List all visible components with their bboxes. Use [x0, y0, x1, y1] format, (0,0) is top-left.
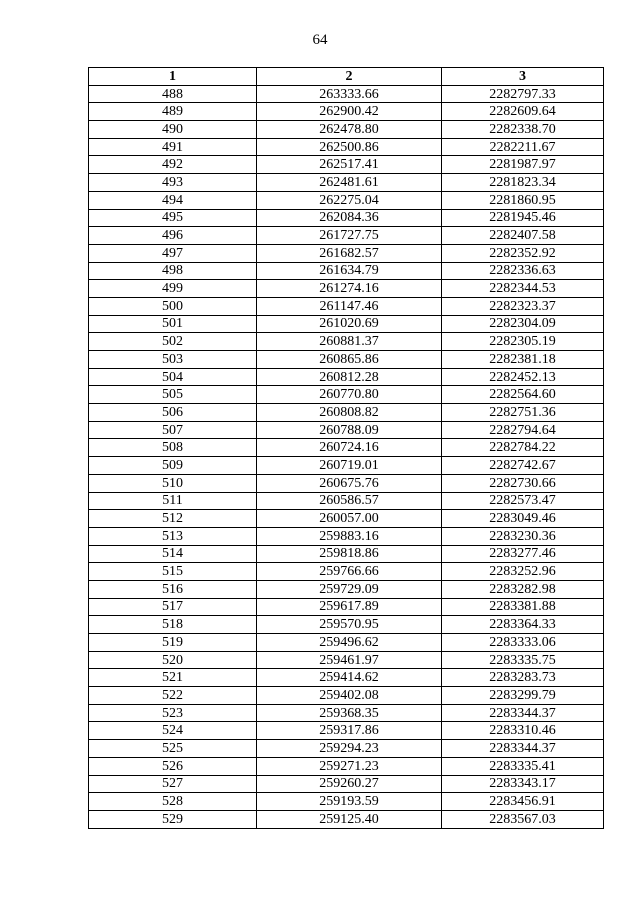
coordinate-y-cell: 2283230.36 [442, 527, 604, 545]
coordinate-x-cell: 259294.23 [257, 740, 442, 758]
table-row [89, 793, 604, 811]
point-number-cell: 517 [89, 598, 257, 616]
point-number-cell: 513 [89, 527, 257, 545]
point-number-cell: 492 [89, 156, 257, 174]
table-row [89, 227, 604, 245]
table-row [89, 687, 604, 705]
coordinate-x-cell: 260770.80 [257, 386, 442, 404]
coordinate-y-cell: 2283344.37 [442, 740, 604, 758]
point-number-cell: 514 [89, 545, 257, 563]
table-row [89, 492, 604, 510]
table-row [89, 297, 604, 315]
coordinate-x-cell: 259402.08 [257, 687, 442, 705]
coordinate-y-cell: 2283456.91 [442, 793, 604, 811]
point-number-cell: 524 [89, 722, 257, 740]
table-row [89, 404, 604, 422]
table-row [89, 651, 604, 669]
table-row [89, 510, 604, 528]
table-row [89, 598, 604, 616]
coordinate-y-cell: 2282797.33 [442, 85, 604, 103]
table-body [89, 85, 604, 828]
coordinate-y-cell: 2282338.70 [442, 121, 604, 139]
coordinate-x-cell: 259271.23 [257, 757, 442, 775]
column-header: 3 [442, 68, 604, 86]
coordinate-x-cell: 260057.00 [257, 510, 442, 528]
table-row [89, 457, 604, 475]
table-row [89, 527, 604, 545]
coordinate-x-cell: 259368.35 [257, 704, 442, 722]
coordinate-y-cell: 2282211.67 [442, 138, 604, 156]
point-number-cell: 505 [89, 386, 257, 404]
table-row [89, 439, 604, 457]
coordinate-y-cell: 2283282.98 [442, 580, 604, 598]
coordinate-y-cell: 2282381.18 [442, 351, 604, 369]
point-number-cell: 489 [89, 103, 257, 121]
point-number-cell: 491 [89, 138, 257, 156]
point-number-cell: 501 [89, 315, 257, 333]
point-number-cell: 500 [89, 297, 257, 315]
point-number-cell: 496 [89, 227, 257, 245]
coordinate-x-cell: 262084.36 [257, 209, 442, 227]
table-row [89, 244, 604, 262]
coordinate-x-cell: 261727.75 [257, 227, 442, 245]
coordinate-y-cell: 2282336.63 [442, 262, 604, 280]
table-row [89, 85, 604, 103]
point-number-cell: 511 [89, 492, 257, 510]
coordinate-x-cell: 259818.86 [257, 545, 442, 563]
point-number-cell: 503 [89, 351, 257, 369]
coordinate-y-cell: 2282742.67 [442, 457, 604, 475]
coordinate-x-cell: 259766.66 [257, 563, 442, 581]
coordinate-x-cell: 261634.79 [257, 262, 442, 280]
point-number-cell: 519 [89, 634, 257, 652]
table-row [89, 368, 604, 386]
coordinate-y-cell: 2282794.64 [442, 421, 604, 439]
table-row [89, 280, 604, 298]
point-number-cell: 504 [89, 368, 257, 386]
coordinate-x-cell: 259317.86 [257, 722, 442, 740]
coordinate-x-cell: 260788.09 [257, 421, 442, 439]
coordinate-y-cell: 2281823.34 [442, 174, 604, 192]
table-row [89, 103, 604, 121]
coordinate-x-cell: 262481.61 [257, 174, 442, 192]
table-row [89, 351, 604, 369]
coordinate-x-cell: 259125.40 [257, 810, 442, 828]
point-number-cell: 495 [89, 209, 257, 227]
point-number-cell: 518 [89, 616, 257, 634]
coordinate-x-cell: 261274.16 [257, 280, 442, 298]
coordinate-x-cell: 259570.95 [257, 616, 442, 634]
coordinate-x-cell: 261020.69 [257, 315, 442, 333]
point-number-cell: 508 [89, 439, 257, 457]
coordinate-y-cell: 2282564.60 [442, 386, 604, 404]
coordinate-y-cell: 2282305.19 [442, 333, 604, 351]
table-row [89, 545, 604, 563]
table-row [89, 174, 604, 192]
coordinate-x-cell: 259617.89 [257, 598, 442, 616]
coordinate-y-cell: 2282344.53 [442, 280, 604, 298]
coordinate-y-cell: 2283310.46 [442, 722, 604, 740]
point-number-cell: 516 [89, 580, 257, 598]
coordinate-y-cell: 2283335.41 [442, 757, 604, 775]
coordinate-x-cell: 260881.37 [257, 333, 442, 351]
coordinate-x-cell: 263333.66 [257, 85, 442, 103]
point-number-cell: 525 [89, 740, 257, 758]
coordinate-x-cell: 259461.97 [257, 651, 442, 669]
coordinate-y-cell: 2281987.97 [442, 156, 604, 174]
coordinate-x-cell: 260812.28 [257, 368, 442, 386]
coordinate-y-cell: 2283335.75 [442, 651, 604, 669]
coordinate-x-cell: 262478.80 [257, 121, 442, 139]
point-number-cell: 529 [89, 810, 257, 828]
point-number-cell: 507 [89, 421, 257, 439]
column-header: 1 [89, 68, 257, 86]
coordinate-x-cell: 260586.57 [257, 492, 442, 510]
table-row [89, 191, 604, 209]
table-row [89, 740, 604, 758]
coordinate-x-cell: 259496.62 [257, 634, 442, 652]
coordinate-x-cell: 259414.62 [257, 669, 442, 687]
table-row [89, 810, 604, 828]
table-row [89, 616, 604, 634]
point-number-cell: 494 [89, 191, 257, 209]
table-row [89, 704, 604, 722]
coordinate-y-cell: 2283252.96 [442, 563, 604, 581]
coordinate-x-cell: 262500.86 [257, 138, 442, 156]
table-row [89, 580, 604, 598]
coordinate-y-cell: 2283299.79 [442, 687, 604, 705]
table-row [89, 775, 604, 793]
point-number-cell: 510 [89, 474, 257, 492]
point-number-cell: 506 [89, 404, 257, 422]
point-number-cell: 528 [89, 793, 257, 811]
point-number-cell: 526 [89, 757, 257, 775]
table-row [89, 315, 604, 333]
point-number-cell: 527 [89, 775, 257, 793]
coordinate-y-cell: 2282452.13 [442, 368, 604, 386]
coordinate-x-cell: 260724.16 [257, 439, 442, 457]
coordinate-y-cell: 2282573.47 [442, 492, 604, 510]
point-number-cell: 490 [89, 121, 257, 139]
coordinate-x-cell: 262517.41 [257, 156, 442, 174]
coordinate-y-cell: 2282407.58 [442, 227, 604, 245]
coordinate-y-cell: 2282784.22 [442, 439, 604, 457]
coordinate-y-cell: 2282352.92 [442, 244, 604, 262]
coordinate-x-cell: 260675.76 [257, 474, 442, 492]
table-row [89, 757, 604, 775]
point-number-cell: 521 [89, 669, 257, 687]
table-row [89, 474, 604, 492]
table-row [89, 634, 604, 652]
table-row [89, 121, 604, 139]
table-row [89, 563, 604, 581]
table-header-row [89, 68, 604, 86]
coordinate-x-cell: 261147.46 [257, 297, 442, 315]
table-row [89, 669, 604, 687]
column-header: 2 [257, 68, 442, 86]
coordinate-x-cell: 262900.42 [257, 103, 442, 121]
coordinate-y-cell: 2282323.37 [442, 297, 604, 315]
coordinate-x-cell: 259883.16 [257, 527, 442, 545]
coordinate-y-cell: 2283333.06 [442, 634, 604, 652]
coordinate-y-cell: 2283283.73 [442, 669, 604, 687]
coordinate-x-cell: 260719.01 [257, 457, 442, 475]
coordinate-x-cell: 260865.86 [257, 351, 442, 369]
point-number-cell: 502 [89, 333, 257, 351]
table-row [89, 722, 604, 740]
coordinate-y-cell: 2283364.33 [442, 616, 604, 634]
coordinates-table [88, 67, 604, 829]
coordinate-x-cell: 259729.09 [257, 580, 442, 598]
table-row [89, 138, 604, 156]
coordinate-y-cell: 2282304.09 [442, 315, 604, 333]
coordinate-y-cell: 2283049.46 [442, 510, 604, 528]
coordinate-y-cell: 2283277.46 [442, 545, 604, 563]
point-number-cell: 493 [89, 174, 257, 192]
point-number-cell: 497 [89, 244, 257, 262]
page-number: 64 [312, 32, 328, 48]
point-number-cell: 512 [89, 510, 257, 528]
coordinate-y-cell: 2283381.88 [442, 598, 604, 616]
point-number-cell: 499 [89, 280, 257, 298]
coordinate-y-cell: 2281860.95 [442, 191, 604, 209]
table-row [89, 333, 604, 351]
coordinate-x-cell: 260808.82 [257, 404, 442, 422]
point-number-cell: 522 [89, 687, 257, 705]
table-row [89, 421, 604, 439]
coordinate-y-cell: 2281945.46 [442, 209, 604, 227]
coordinate-x-cell: 261682.57 [257, 244, 442, 262]
point-number-cell: 509 [89, 457, 257, 475]
coordinate-y-cell: 2282730.66 [442, 474, 604, 492]
point-number-cell: 523 [89, 704, 257, 722]
point-number-cell: 520 [89, 651, 257, 669]
point-number-cell: 498 [89, 262, 257, 280]
coordinate-y-cell: 2283567.03 [442, 810, 604, 828]
point-number-cell: 488 [89, 85, 257, 103]
coordinate-y-cell: 2282609.64 [442, 103, 604, 121]
coordinate-y-cell: 2282751.36 [442, 404, 604, 422]
coordinate-x-cell: 259193.59 [257, 793, 442, 811]
coordinate-y-cell: 2283344.37 [442, 704, 604, 722]
coordinate-x-cell: 259260.27 [257, 775, 442, 793]
table-row [89, 262, 604, 280]
table-row [89, 156, 604, 174]
coordinate-x-cell: 262275.04 [257, 191, 442, 209]
table-row [89, 209, 604, 227]
point-number-cell: 515 [89, 563, 257, 581]
coordinate-y-cell: 2283343.17 [442, 775, 604, 793]
table-row [89, 386, 604, 404]
